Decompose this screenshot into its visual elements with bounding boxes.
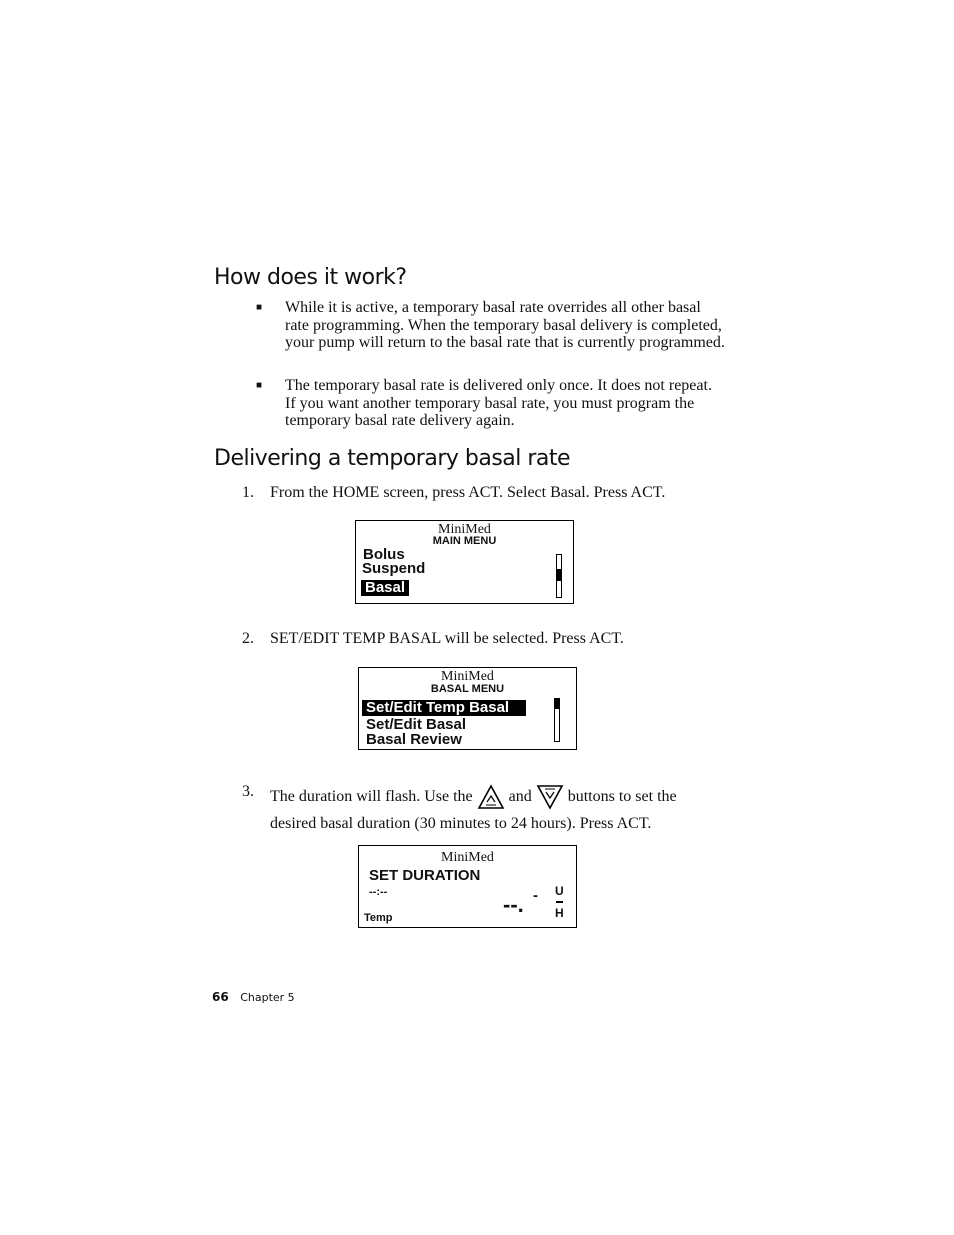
rate-value: --. xyxy=(503,892,524,917)
page-footer xyxy=(212,990,295,1004)
bullet-square-icon: ■ xyxy=(256,302,263,313)
menu-item-basal-review: Basal Review xyxy=(366,731,462,748)
up-arrow-button-icon xyxy=(477,784,505,810)
step-text: SET/EDIT TEMP BASAL will be selected. Press ACT. xyxy=(270,630,624,647)
unit-top: U xyxy=(555,884,564,898)
screen-title: BASAL MENU xyxy=(430,683,505,695)
unit-bottom: H xyxy=(555,906,564,920)
step-text: buttons to set the xyxy=(567,788,677,805)
bullet-text: While it is active, a temporary basal rate overrides all other basal rate programming. When the temporary basal delivery is completed, your pump will return to the basal rate that is currently programmed. xyxy=(285,299,725,351)
menu-item-set-edit-basal: Set/Edit Basal xyxy=(366,716,467,733)
section-heading-how-it-works: How does it work? xyxy=(214,265,407,290)
screen-brand: MiniMed xyxy=(441,669,494,684)
screen-brand: MiniMed xyxy=(441,850,494,865)
down-arrow-button-icon xyxy=(536,784,564,810)
duration-time: --:-- xyxy=(369,886,388,898)
list-item xyxy=(256,377,726,431)
pump-screen-set-duration xyxy=(358,845,577,928)
menu-item-set-edit-temp-basal-selected: Set/Edit Temp Basal xyxy=(362,700,526,716)
menu-item-suspend: Suspend xyxy=(362,560,426,577)
temp-label: Temp xyxy=(364,912,393,924)
step-text: desired basal duration (30 minutes to 24 hours). Press ACT. xyxy=(270,815,652,833)
menu-item-bolus: Bolus xyxy=(363,546,405,563)
scrollbar xyxy=(554,698,560,742)
bullet-square-icon: ■ xyxy=(256,380,263,391)
step-number: 3. xyxy=(242,783,254,800)
step-text: From the HOME screen, press ACT. Select Basal. Press ACT. xyxy=(270,484,666,501)
chapter-label: Chapter 5 xyxy=(240,991,295,1004)
list-item xyxy=(256,299,726,369)
scrollbar-thumb xyxy=(557,569,561,581)
page-number: 66 xyxy=(212,990,229,1004)
scrollbar-thumb xyxy=(555,699,559,709)
step-number: 1. xyxy=(242,484,254,501)
section-heading-delivering: Delivering a temporary basal rate xyxy=(214,446,571,471)
step-3 xyxy=(242,783,732,833)
bullet-text: The temporary basal rate is delivered only once. It does not repeat. If you want another temporary basal rate, you must program the temporary basal rate delivery again. xyxy=(285,377,712,429)
screen-brand: MiniMed xyxy=(438,522,491,537)
rate-value-dash: - xyxy=(533,887,538,904)
step-text: The duration will flash. Use the xyxy=(270,788,473,805)
screen-title: MAIN MENU xyxy=(432,535,497,547)
scrollbar xyxy=(556,554,562,598)
unit-divider xyxy=(556,901,563,903)
pump-screen-main-menu xyxy=(355,520,574,604)
step-text-and: and xyxy=(508,788,532,805)
menu-item-basal-selected: Basal xyxy=(361,580,409,596)
screen-title: SET DURATION xyxy=(369,867,481,884)
step-number: 2. xyxy=(242,630,254,647)
pump-screen-basal-menu xyxy=(358,667,577,750)
